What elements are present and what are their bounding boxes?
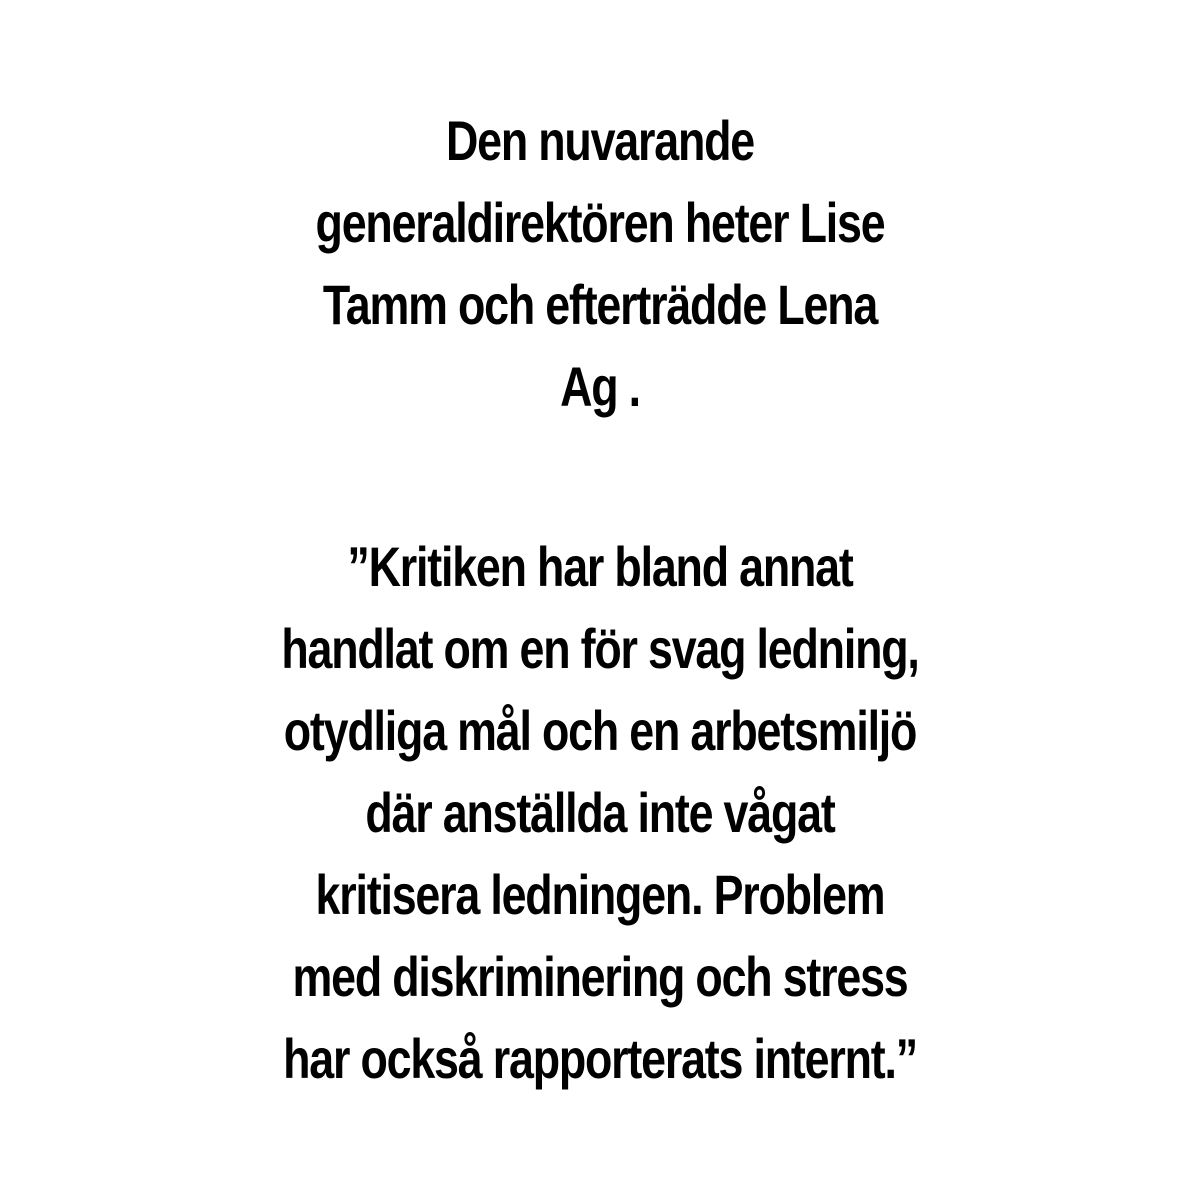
- paragraph-quote: [0, 526, 1200, 1100]
- quote-line: har också rapporterats internt.”: [283, 1027, 917, 1090]
- text-line: Ag .: [560, 355, 640, 418]
- text-line: Tamm och efterträdde Lena: [322, 273, 878, 336]
- quote-line: med diskriminering och stress: [292, 945, 908, 1008]
- quote-line: ”Kritiken har bland annat: [347, 535, 853, 598]
- text-line: Den nuvarande: [445, 109, 755, 172]
- quote-line: otydliga mål och en arbetsmiljö: [283, 699, 917, 762]
- quote-line: kritisera ledningen. Problem: [315, 863, 885, 926]
- quote-line: där anställda inte vågat: [365, 781, 835, 844]
- quote-line: handlat om en för svag ledning,: [281, 617, 919, 680]
- text-line: generaldirektören heter Lise: [315, 191, 885, 254]
- paragraph-intro: [0, 100, 1200, 428]
